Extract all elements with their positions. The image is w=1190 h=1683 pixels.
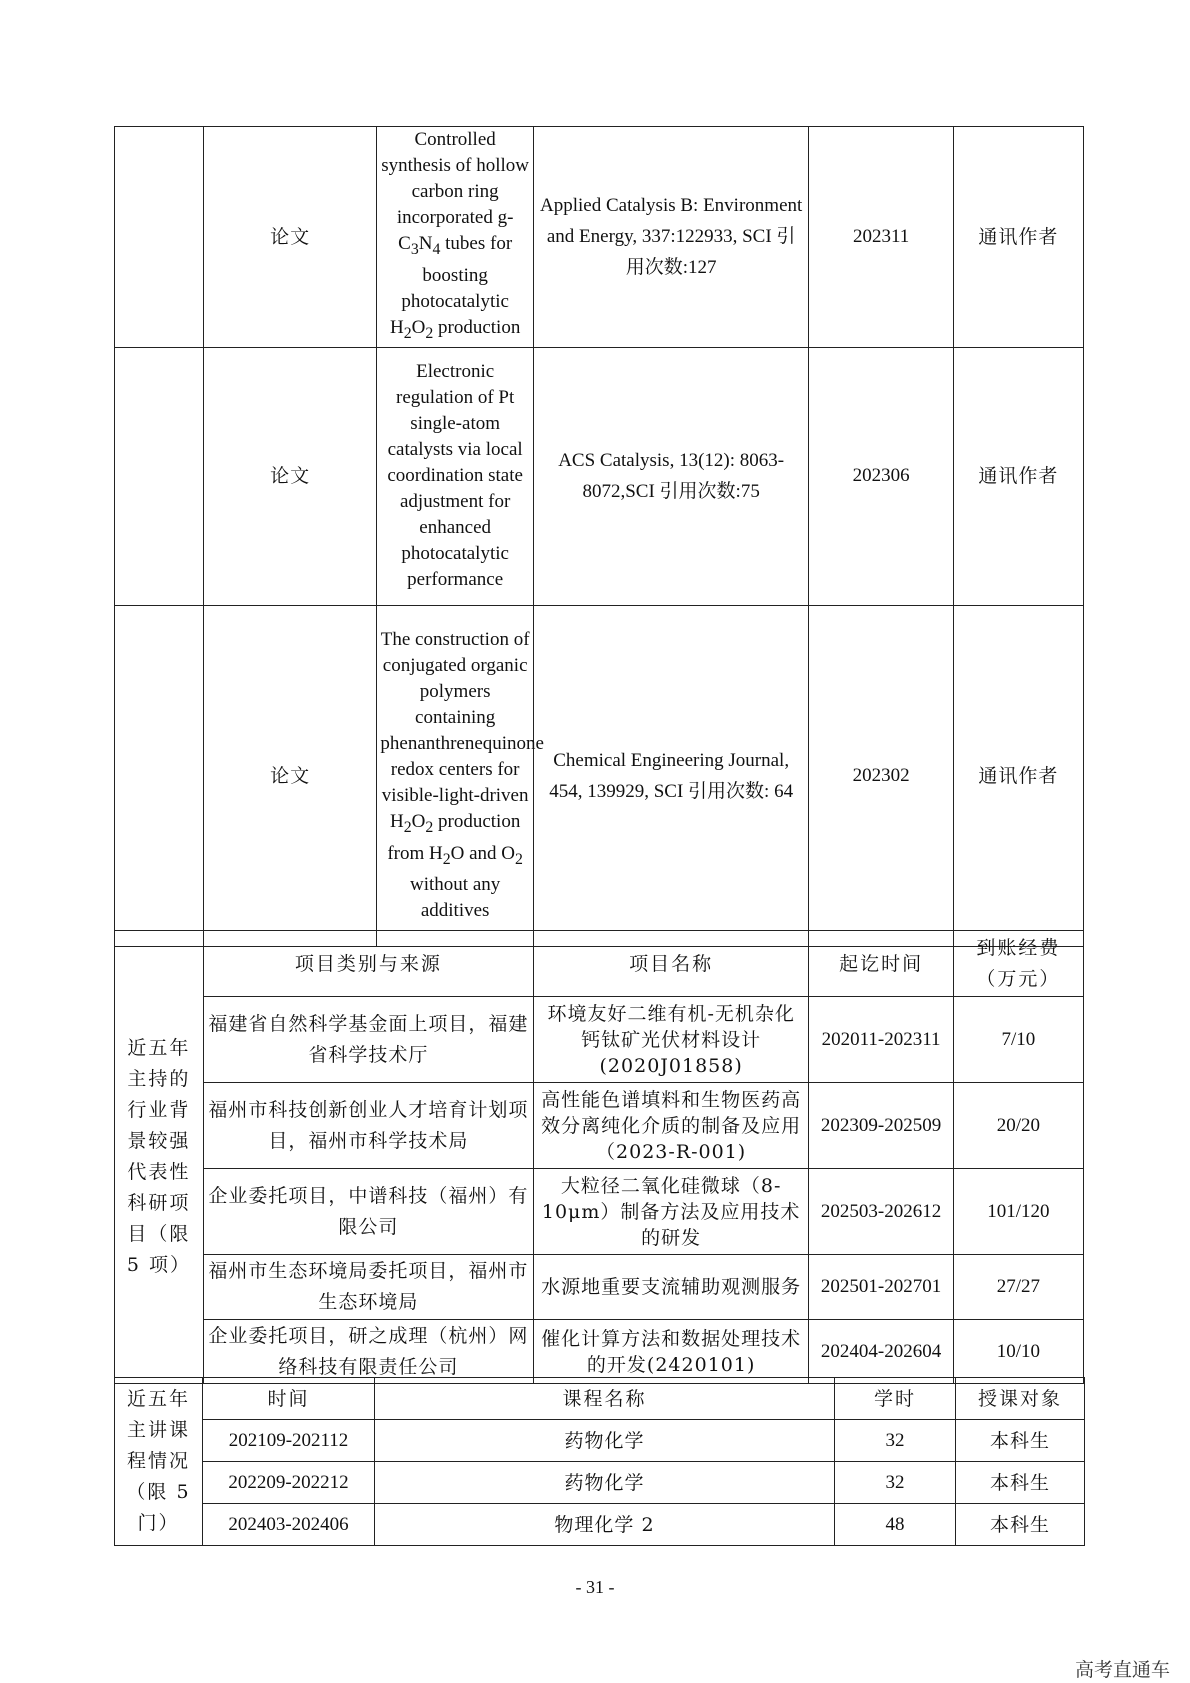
paper-type: 论文	[203, 127, 377, 348]
paper-journal: Applied Catalysis B: Environment and Energy, 337:122933, SCI 引用次数:127	[533, 127, 809, 348]
section-label-cell	[115, 347, 204, 605]
header-project-name: 项目名称	[533, 931, 809, 997]
projects-table	[114, 930, 1084, 1384]
course-name: 物理化学 2	[375, 1504, 835, 1546]
header-funding: 到账经费（万元）	[953, 931, 1083, 997]
paper-type: 论文	[203, 605, 377, 946]
paper-row	[115, 127, 1084, 348]
project-category: 福州市科技创新创业人才培育计划项目，福州市科学技术局	[203, 1083, 533, 1169]
project-funding: 7/10	[953, 997, 1083, 1083]
paper-role: 通讯作者	[953, 127, 1083, 348]
project-name: 水源地重要支流辅助观测服务	[533, 1255, 809, 1320]
course-name: 药物化学	[375, 1420, 835, 1462]
project-name: 环境友好二维有机-无机杂化钙钛矿光伏材料设计(2020J01858)	[533, 997, 809, 1083]
header-audience: 授课对象	[956, 1378, 1085, 1420]
watermark-text: 高考直通车	[1074, 1659, 1170, 1681]
paper-journal: Chemical Engineering Journal, 454, 139929, SCI 引用次数: 64	[533, 605, 809, 946]
project-row	[115, 1083, 1084, 1169]
project-funding: 20/20	[953, 1083, 1083, 1169]
header-category: 项目类别与来源	[203, 931, 533, 997]
course-row	[115, 1504, 1085, 1546]
section-label-cell	[115, 605, 204, 946]
projects-header-row	[115, 931, 1084, 997]
paper-type: 论文	[203, 347, 377, 605]
paper-date: 202302	[809, 605, 953, 946]
paper-row	[115, 347, 1084, 605]
header-period: 起讫时间	[809, 931, 953, 997]
course-hours: 32	[835, 1420, 956, 1462]
courses-header-row	[115, 1378, 1085, 1420]
project-category: 企业委托项目，中谱科技（福州）有限公司	[203, 1169, 533, 1255]
papers-table	[114, 126, 1084, 947]
project-period: 202501-202701	[809, 1255, 953, 1320]
paper-date: 202311	[809, 127, 953, 348]
section-label-cell	[115, 127, 204, 348]
course-audience: 本科生	[956, 1420, 1085, 1462]
paper-title: Electronic regulation of Pt single-atom catalysts via local coordination state adjustment for enhanced photocatalytic performance	[377, 347, 533, 605]
course-time: 202109-202112	[203, 1420, 375, 1462]
project-category: 福建省自然科学基金面上项目，福建省科学技术厅	[203, 997, 533, 1083]
courses-section-label: 近五年主讲课程情况（限 5 门）	[115, 1378, 203, 1546]
paper-date: 202306	[809, 347, 953, 605]
projects-section-label: 近五年主持的行业背景较强代表性科研项目（限 5 项）	[115, 931, 204, 1384]
courses-table	[114, 1377, 1085, 1546]
course-row	[115, 1462, 1085, 1504]
page-number: - 31 -	[575, 1577, 615, 1597]
project-period: 202309-202509	[809, 1083, 953, 1169]
project-row	[115, 1169, 1084, 1255]
project-funding: 10/10	[953, 1320, 1083, 1384]
project-funding: 27/27	[953, 1255, 1083, 1320]
project-period: 202503-202612	[809, 1169, 953, 1255]
project-row	[115, 1320, 1084, 1384]
header-hours: 学时	[835, 1378, 956, 1420]
header-course-name: 课程名称	[375, 1378, 835, 1420]
course-hours: 32	[835, 1462, 956, 1504]
course-row	[115, 1420, 1085, 1462]
course-audience: 本科生	[956, 1504, 1085, 1546]
project-category: 企业委托项目，研之成理（杭州）网络科技有限责任公司	[203, 1320, 533, 1384]
header-time: 时间	[203, 1378, 375, 1420]
course-time: 202209-202212	[203, 1462, 375, 1504]
paper-title: Controlled synthesis of hollow carbon ring incorporated $g-C_3N_4$ tubes for boosting photocatalytic $H_2O_2$ production	[377, 127, 533, 348]
project-row	[115, 1255, 1084, 1320]
paper-row	[115, 605, 1084, 946]
project-period: 202011-202311	[809, 997, 953, 1083]
project-funding: 101/120	[953, 1169, 1083, 1255]
paper-role: 通讯作者	[953, 347, 1083, 605]
project-name: 催化计算方法和数据处理技术的开发(2420101)	[533, 1320, 809, 1384]
project-name: 高性能色谱填料和生物医药高效分离纯化介质的制备及应用（2023-R-001)	[533, 1083, 809, 1169]
course-name: 药物化学	[375, 1462, 835, 1504]
course-time: 202403-202406	[203, 1504, 375, 1546]
project-row	[115, 997, 1084, 1083]
project-period: 202404-202604	[809, 1320, 953, 1384]
project-category: 福州市生态环境局委托项目，福州市生态环境局	[203, 1255, 533, 1320]
paper-title: The construction of conjugated organic polymers containing phenanthrenequinone redox centers for visible-light-driven $H_2O_2$ production from $H_2O$ and $O_2$ without any additives	[377, 605, 533, 946]
course-audience: 本科生	[956, 1462, 1085, 1504]
paper-role: 通讯作者	[953, 605, 1083, 946]
course-hours: 48	[835, 1504, 956, 1546]
project-name: 大粒径二氧化硅微球（8-10μm）制备方法及应用技术的研发	[533, 1169, 809, 1255]
paper-journal: ACS Catalysis, 13(12): 8063-8072,SCI 引用次数:75	[533, 347, 809, 605]
